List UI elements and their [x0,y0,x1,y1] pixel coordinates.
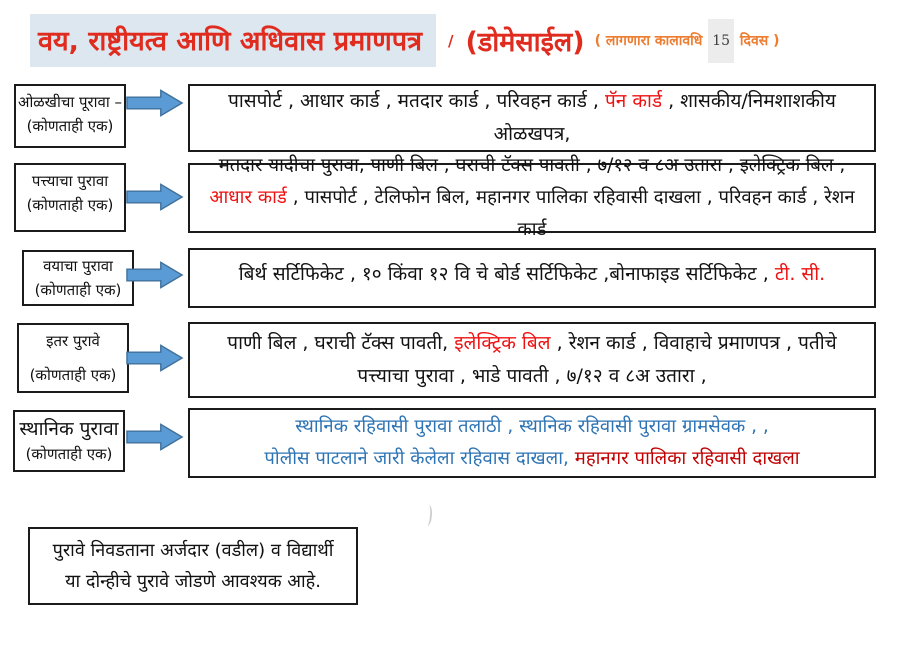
label-title: इतर पुरावे [46,332,100,350]
title-separator: / [448,31,454,50]
duration-open: ( लागणारा कालावधि [594,33,708,49]
right-arrow-icon [126,260,184,290]
note-line: पुरावे निवडताना अर्जदार (वडील) व विद्यार्थी [52,540,334,561]
label-title: ओळखीचा पूरावा – [17,93,123,111]
note-line: या दोन्हीचे पुरावे जोडणे आवश्यक आहे. [65,571,321,592]
duration-note [595,31,780,50]
label-box-identity-proof [14,84,126,148]
content-box-age-proof [188,248,876,308]
right-arrow-icon [126,422,184,452]
text-segment: , पासपोर्ट , टेलिफोन बिल, महानगर पालिका रहिवासी दाखला , परिवहन कार्ड , रेशन कार्ड [286,187,855,240]
header [30,14,780,67]
label-subtitle: (कोणताही एक) [26,196,114,214]
text-segment-blue: पोलीस पाटलाने जारी केलेला रहिवास दाखला, [264,448,575,469]
label-box-age-proof [22,250,134,306]
duration-close: दिवस ) [735,33,780,49]
text-segment-blue: स्थानिक रहिवासी पुरावा तलाठी , स्थानिक रहिवासी पुरावा ग्रामसेवक , , [295,416,769,437]
label-box-local-proof [13,410,125,472]
label-subtitle: (कोणताही एक) [25,445,113,463]
text-segment-red: पॅन कार्ड [605,90,663,112]
title-domicile: (डोमेसाईल) [465,27,585,58]
text-segment: , शासकीय/निमशाशकीय ओळखपत्र, [493,90,836,145]
content-text [254,409,809,477]
label-box-address-proof [14,163,126,232]
label-subtitle: (कोणताही एक) [26,117,114,135]
content-text [190,325,874,395]
content-text [229,250,835,293]
content-text [190,83,874,153]
content-text [190,148,874,248]
text-segment-red: टी. सी. [774,263,826,285]
duration-days: 15 [708,19,734,63]
label-title: पत्त्याचा पुरावा [31,172,109,190]
page-title: वय, राष्ट्रीयत्व आणि अधिवास प्रमाणपत्र [30,14,436,67]
text-segment: पासपोर्ट , आधार कार्ड , मतदार कार्ड , परिवहन कार्ड , [228,90,605,112]
right-arrow-icon [126,88,184,118]
label-title: स्थानिक पुरावा [19,418,119,440]
content-box-local-proof [188,408,876,478]
content-box-identity-proof [188,84,876,152]
stray-pen-mark [423,505,433,527]
content-box-address-proof [188,155,876,240]
text-segment-red: आधार कार्ड [209,187,287,208]
right-arrow-icon [126,343,184,373]
text-segment: पाणी बिल , घराची टॅक्स पावती, [227,332,455,354]
text-segment: मतदार यादीचा पुरावा, पाणी बिल , घराची टॅक्स पावती , ७/१२ व ८अ उतारा , इलेक्ट्रिक बिल , [218,155,846,176]
label-subtitle: (कोणताही एक) [29,366,117,384]
text-segment-darkred: महानगर पालिका रहिवासी दाखला [574,448,800,469]
text-segment: बिर्थ सर्टिफिकेट , १० किंवा १२ वि चे बोर्ड सर्टिफिकेट ,बोनाफाइड सर्टिफिकेट , [238,263,775,285]
text-segment-red: इलेक्ट्रिक बिल [454,332,551,354]
note-box [28,527,358,605]
content-box-other-proofs [188,322,876,398]
label-title: वयाचा पुरावा [43,257,113,275]
label-box-other-proofs [17,323,129,393]
label-subtitle: (कोणताही एक) [34,281,122,299]
right-arrow-icon [126,182,184,212]
text-segment: , रेशन कार्ड , विवाहाचे प्रमाणपत्र , पतीचे पत्त्याचा पुरावा , भाडे पावती , ७/१२ व ८अ उतारा , [357,332,837,387]
